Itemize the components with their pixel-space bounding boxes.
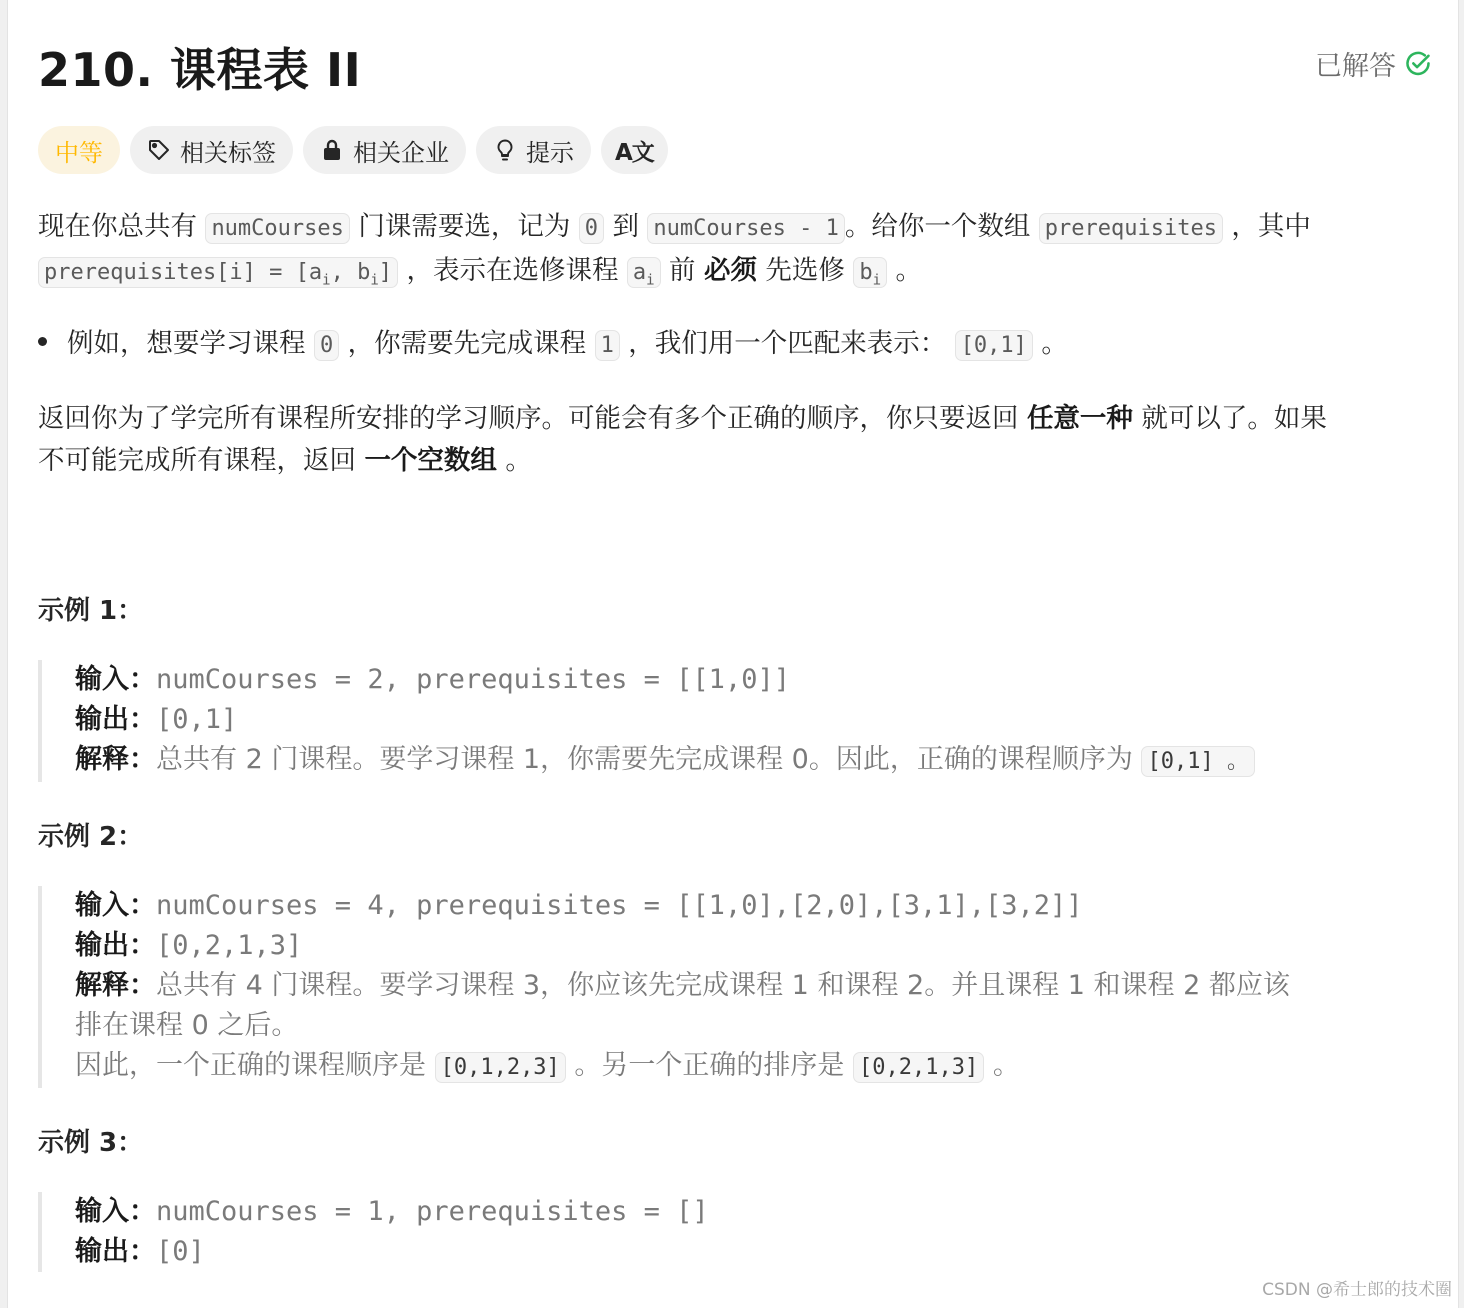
inline-code: [0,1] bbox=[955, 330, 1033, 361]
text: 返回你为了学完所有课程所安排的学习顺序。可能会有多个正确的顺序，你只要返回 bbox=[38, 403, 1019, 434]
example-input bbox=[75, 886, 1290, 926]
example-3-block bbox=[38, 1192, 709, 1272]
bold-text: 任意一种 bbox=[1026, 403, 1133, 434]
translate-button[interactable] bbox=[601, 126, 668, 174]
hint-button[interactable] bbox=[476, 126, 591, 174]
text: 。 bbox=[1041, 328, 1068, 359]
example-output bbox=[75, 700, 1255, 740]
text: 不可能完成所有课程，返回 bbox=[38, 445, 356, 476]
inline-code: prerequisites[i] = [$a_i$, $b_i$] bbox=[38, 257, 398, 288]
description-line bbox=[38, 250, 1311, 301]
input-label: 输入： bbox=[75, 1196, 156, 1227]
inline-code: $a_i$ bbox=[627, 257, 661, 288]
output-value: [0,2,1,3] bbox=[156, 930, 303, 961]
solved-status bbox=[1315, 44, 1432, 83]
text: 因此，一个正确的课程顺序是 bbox=[75, 1050, 426, 1081]
explanation-text: 总共有 2 门课程。要学习课程 1，你需要先完成课程 0。因此，正确的课程顺序为 bbox=[156, 744, 1133, 775]
description-line bbox=[38, 398, 1327, 440]
check-circle-icon bbox=[1404, 50, 1432, 78]
example-explanation-cont: 排在课程 0 之后。 bbox=[75, 1010, 299, 1041]
text: ，其中 bbox=[1231, 211, 1311, 242]
inline-code: 0 bbox=[579, 213, 604, 244]
example-1-block bbox=[38, 660, 1255, 782]
example-output bbox=[75, 926, 1290, 966]
difficulty-badge bbox=[38, 126, 120, 174]
text: 。给你一个数组 bbox=[844, 211, 1031, 242]
text: 例如，想要学习课程 bbox=[67, 328, 306, 359]
explanation-label: 解释： bbox=[75, 970, 156, 1001]
difficulty-label: 中等 bbox=[55, 138, 103, 167]
output-label: 输出： bbox=[75, 1236, 156, 1267]
input-value: numCourses = 4, prerequisites = [[1,0],[2,0],[3,1],[3,2]] bbox=[156, 890, 1083, 921]
right-scrollbar-edge[interactable] bbox=[1458, 0, 1464, 1308]
example-2-block bbox=[38, 886, 1290, 1088]
inline-code: [0,1,2,3] bbox=[435, 1052, 566, 1083]
explanation-label: 解释： bbox=[75, 744, 156, 775]
example-input bbox=[75, 660, 1255, 700]
text: 。 bbox=[992, 1050, 1020, 1081]
text: 门课需要选，记为 bbox=[358, 211, 571, 242]
output-value: [0] bbox=[156, 1236, 205, 1267]
inline-code: [0,2,1,3] bbox=[853, 1052, 984, 1083]
example-explanation-cont bbox=[75, 1046, 1290, 1088]
left-panel-edge bbox=[0, 0, 8, 1308]
example-explanation bbox=[75, 740, 1255, 782]
example-output bbox=[75, 1232, 709, 1272]
lock-icon bbox=[320, 138, 344, 162]
description-paragraph-1 bbox=[38, 206, 1311, 301]
input-value: numCourses = 1, prerequisites = [] bbox=[156, 1196, 709, 1227]
text: ，你需要先完成课程 bbox=[347, 328, 587, 359]
text: 。 bbox=[505, 445, 532, 476]
related-companies-label: 相关企业 bbox=[353, 138, 449, 167]
input-label: 输入： bbox=[75, 664, 156, 695]
explanation-text: 总共有 4 门课程。要学习课程 3，你应该先完成课程 1 和课程 2。并且课程 1 和课程 2 都应该 bbox=[156, 970, 1290, 1001]
example-input bbox=[75, 1192, 709, 1232]
related-tags-label: 相关标签 bbox=[180, 138, 276, 167]
text: 先选修 bbox=[765, 255, 845, 286]
bullet-dot bbox=[38, 337, 47, 346]
description-paragraph-2 bbox=[38, 398, 1327, 482]
bold-text: 必须 bbox=[703, 255, 757, 286]
example-explanation bbox=[75, 966, 1290, 1006]
description-line bbox=[38, 206, 1311, 250]
input-label: 输入： bbox=[75, 890, 156, 921]
tag-icon bbox=[147, 138, 171, 162]
text: 前 bbox=[669, 255, 696, 286]
description-line bbox=[38, 440, 1327, 482]
bold-text: 一个空数组 bbox=[364, 445, 497, 476]
inline-code: 1 bbox=[595, 330, 620, 361]
text: 就可以了。如果 bbox=[1141, 403, 1327, 434]
solved-label: 已解答 bbox=[1315, 51, 1396, 82]
inline-code: [0,1] 。 bbox=[1141, 746, 1254, 777]
inline-code: $b_i$ bbox=[853, 257, 887, 288]
example-3-title: 示例 3： bbox=[38, 1128, 144, 1158]
inline-code: numCourses - 1 bbox=[647, 213, 844, 244]
text: ，表示在选修课程 bbox=[406, 255, 619, 286]
lightbulb-icon bbox=[493, 138, 517, 162]
example-1-title: 示例 1： bbox=[38, 596, 144, 626]
problem-title: 210. 课程表 II bbox=[38, 43, 362, 97]
example-2-title: 示例 2： bbox=[38, 822, 144, 852]
output-label: 输出： bbox=[75, 930, 156, 961]
description-bullet-item bbox=[38, 323, 1068, 367]
inline-code: prerequisites bbox=[1039, 213, 1223, 244]
output-label: 输出： bbox=[75, 704, 156, 735]
translate-icon: A文 bbox=[615, 139, 654, 166]
problem-tags bbox=[38, 126, 668, 174]
text: 。另一个正确的排序是 bbox=[574, 1050, 845, 1081]
hint-label: 提示 bbox=[526, 138, 574, 167]
inline-code: numCourses bbox=[205, 213, 349, 244]
text: ，我们用一个匹配来表示： bbox=[628, 328, 947, 359]
watermark: CSDN @希士郎的技术圈 bbox=[1262, 1280, 1452, 1300]
text: 现在你总共有 bbox=[38, 211, 197, 242]
text: 到 bbox=[612, 211, 639, 242]
text: 。 bbox=[895, 255, 922, 286]
related-companies-button[interactable] bbox=[303, 126, 466, 174]
inline-code: 0 bbox=[314, 330, 339, 361]
output-value: [0,1] bbox=[156, 704, 238, 735]
related-tags-button[interactable] bbox=[130, 126, 293, 174]
input-value: numCourses = 2, prerequisites = [[1,0]] bbox=[156, 664, 790, 695]
